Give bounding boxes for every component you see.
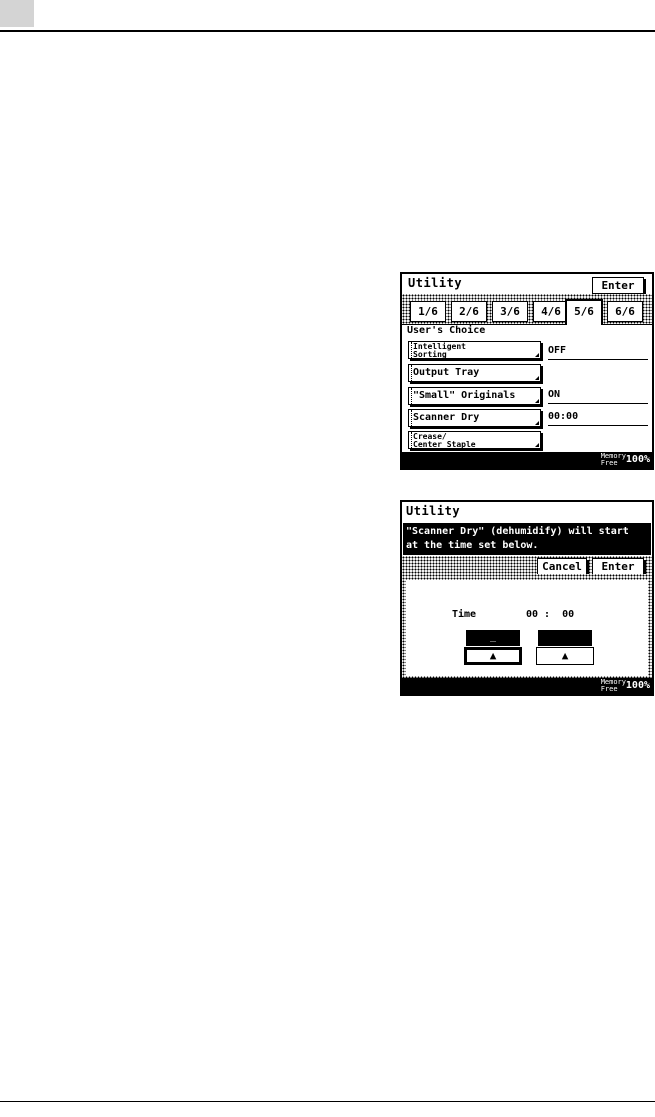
small-originals-button[interactable] <box>408 387 541 405</box>
page-number-tab <box>0 0 34 27</box>
header-rule <box>0 30 655 32</box>
button-label: Output Tray <box>413 367 480 378</box>
memory-free-value: 100% <box>625 680 650 691</box>
button-grip <box>409 432 412 448</box>
memory-label-line1: Memory <box>600 678 626 686</box>
tab-2-6[interactable]: 2/6 <box>451 301 487 322</box>
button-label-line2: Center Staple <box>413 440 476 449</box>
footer-rule <box>0 1101 655 1102</box>
memory-free-label <box>601 679 626 693</box>
section-label: User's Choice <box>407 325 486 336</box>
utility-screen-user-choice <box>400 272 654 470</box>
memory-label-line2: Free <box>600 459 618 467</box>
tab-6-6[interactable]: 6/6 <box>607 301 643 322</box>
corner-mark <box>535 399 539 403</box>
button-grip <box>409 365 412 381</box>
memory-label-line1: Memory <box>600 452 626 460</box>
button-label-line1: Intelligent <box>413 342 466 351</box>
screen-title: Utility <box>408 276 463 290</box>
corner-mark <box>535 376 539 380</box>
time-label: Time <box>452 609 477 620</box>
up-arrow-icon: ▲ <box>489 649 497 662</box>
button-label: "Small" Originals <box>413 390 516 401</box>
up-arrow-icon: ▲ <box>561 649 569 662</box>
cancel-button[interactable]: Cancel <box>537 558 587 575</box>
tab-5-6[interactable]: 5/6 <box>565 299 603 325</box>
title-bar <box>402 502 652 522</box>
corner-mark <box>535 353 539 357</box>
button-label-line1: Crease/ <box>413 432 447 441</box>
screen-title: Utility <box>406 504 461 518</box>
hour-display: _ <box>466 630 520 646</box>
button-row <box>402 556 652 574</box>
tab-3-6[interactable]: 3/6 <box>492 301 528 322</box>
page-tabs <box>402 294 652 325</box>
intelligent-sorting-value: OFF <box>548 344 648 360</box>
button-grip <box>409 410 412 426</box>
memory-label-line2: Free <box>600 685 618 693</box>
corner-mark <box>535 443 539 447</box>
minute-up-button[interactable] <box>536 647 594 665</box>
output-tray-value <box>548 367 648 382</box>
scanner-dry-value: 00:00 <box>548 410 648 426</box>
utility-screen-scanner-dry <box>400 500 654 696</box>
minute-display <box>538 630 592 646</box>
intelligent-sorting-button[interactable] <box>408 341 541 359</box>
small-originals-value: ON <box>548 388 648 404</box>
button-label: Scanner Dry <box>413 412 480 423</box>
time-value: 00 : 00 <box>526 609 575 620</box>
button-grip <box>409 388 412 404</box>
button-grip <box>409 342 412 358</box>
title-bar <box>402 274 652 294</box>
memory-free-label <box>601 453 626 467</box>
status-bar <box>402 678 652 694</box>
scanner-dry-button[interactable] <box>408 409 541 427</box>
message-bar <box>402 522 652 556</box>
message-line1: "Scanner Dry" (dehumidify) will start <box>406 526 629 537</box>
tab-1-6[interactable]: 1/6 <box>410 301 446 322</box>
corner-mark <box>535 421 539 425</box>
crease-center-staple-button[interactable] <box>408 431 541 449</box>
button-label-line2: Sorting <box>413 350 447 359</box>
time-setting-area <box>406 580 648 676</box>
memory-free-value: 100% <box>625 454 650 465</box>
enter-button[interactable]: Enter <box>592 558 644 575</box>
hour-up-button[interactable] <box>464 647 522 665</box>
status-bar <box>402 452 652 468</box>
message-line2: at the time set below. <box>406 540 539 551</box>
enter-button[interactable]: Enter <box>592 277 644 294</box>
output-tray-button[interactable] <box>408 364 541 382</box>
tab-4-6[interactable]: 4/6 <box>533 301 569 322</box>
